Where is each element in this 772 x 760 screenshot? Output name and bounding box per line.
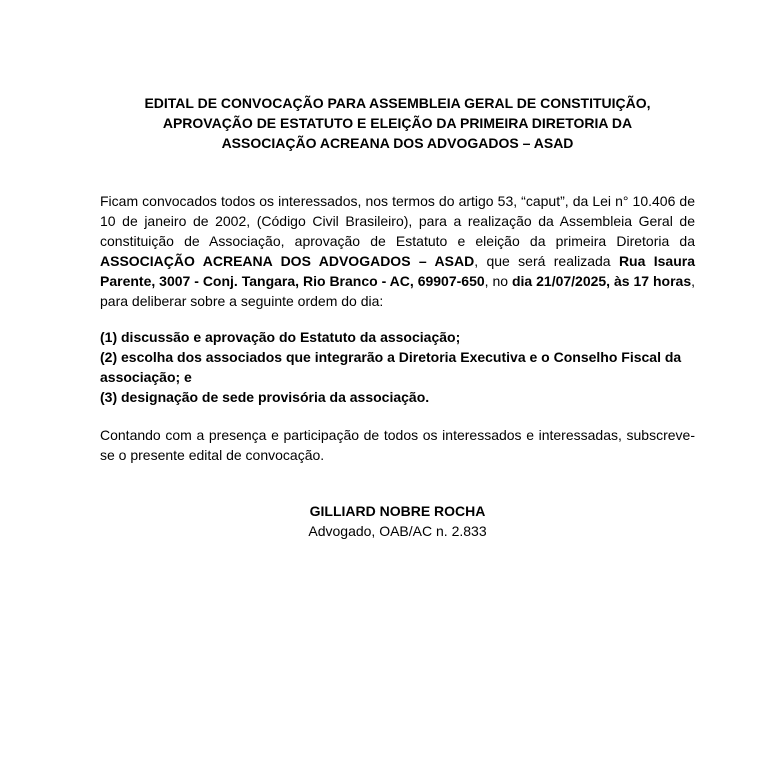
agenda-list [100, 327, 695, 407]
closing-paragraph: Contando com a presença e participação de todos os interessados e interessadas, subscreve-se o presente edital de convocação. [100, 427, 695, 463]
signature-block [100, 501, 695, 541]
document-title [100, 93, 695, 153]
agenda-item: (3) designação de sede provisória da associação. [100, 389, 430, 405]
title-line-2: APROVAÇÃO DE ESTATUTO E ELEIÇÃO DA PRIMEIRA DIRETORIA DA [162, 115, 633, 131]
paragraph-text: , que será realizada [474, 253, 619, 269]
agenda-item: (2) escolha dos associados que integrarão a Diretoria Executiva e o Conselho Fiscal da associação; e [100, 349, 682, 385]
title-line-3: ASSOCIAÇÃO ACREANA DOS ADVOGADOS – ASAD [221, 135, 574, 151]
meeting-address: Rua Isaura Parente, 3007 - Conj. Tangara, Rio Branco - AC, 69907-650 [100, 253, 695, 289]
paragraph-text: , no [484, 273, 512, 289]
convocation-paragraph [100, 191, 695, 311]
paragraph-text: Ficam convocados todos os interessados, nos termos do artigo 53, “caput”, da Lei n° 10.406 de 10 de janeiro de 2002, (Código Civil Brasileiro), para a realização da Assembleia Geral de constituição de Associação, aprovação de Estatuto e eleição da primeira Diretoria da [100, 193, 695, 249]
paragraph-text: , para deliberar sobre a seguinte ordem do dia: [100, 273, 696, 309]
title-line-1: EDITAL DE CONVOCAÇÃO PARA ASSEMBLEIA GERAL DE CONSTITUIÇÃO, [144, 95, 651, 111]
meeting-datetime: dia 21/07/2025, às 17 horas [511, 273, 692, 289]
signatory-role: Advogado, OAB/AC n. 2.833 [308, 523, 487, 539]
agenda-item: (1) discussão e aprovação do Estatuto da associação; [100, 329, 461, 345]
signatory-name: GILLIARD NOBRE ROCHA [309, 503, 486, 519]
association-name: ASSOCIAÇÃO ACREANA DOS ADVOGADOS – ASAD [100, 253, 475, 269]
